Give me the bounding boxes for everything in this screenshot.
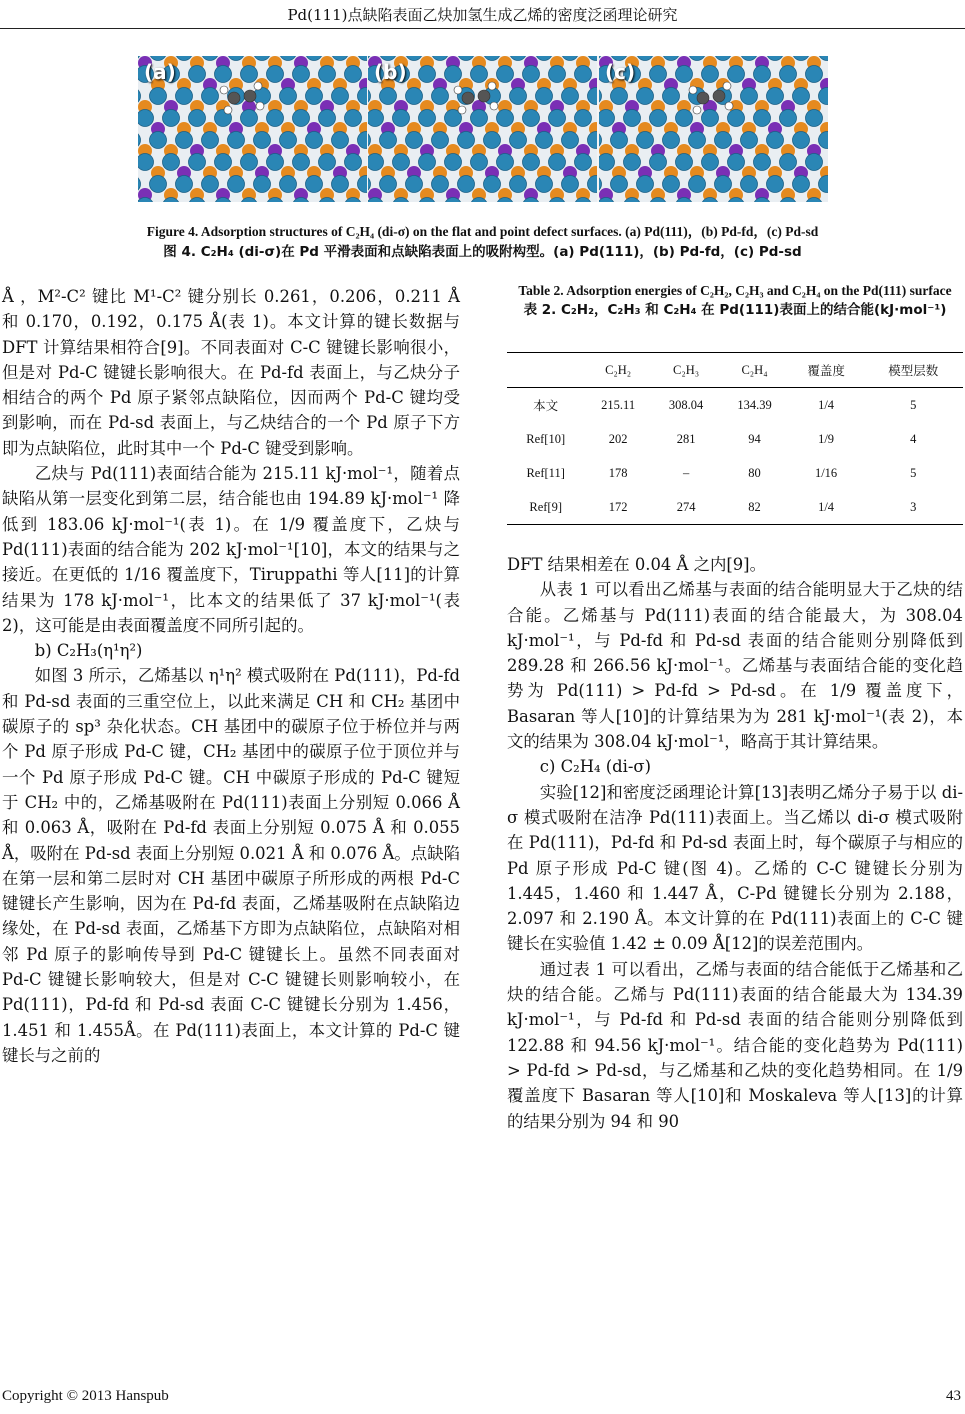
table-cell: 172 xyxy=(608,499,628,514)
table-cell: 1/4 xyxy=(818,499,835,514)
panel-label-a: (a) xyxy=(144,60,176,84)
table-cell: 1/9 xyxy=(818,431,835,446)
adsorbate-atom xyxy=(713,90,725,102)
pd-atom xyxy=(163,110,180,127)
pd-atom xyxy=(510,132,527,149)
pd-atom xyxy=(549,66,566,83)
running-header: Pd(111)点缺陷表面乙炔加氢生成乙烯的密度泛函理论研究 xyxy=(287,6,678,24)
left-paragraph-2: 乙炔与 Pd(111)表面结合能为 215.11 kJ·mol⁻¹，随着点缺陷从第一层变化到第二层，结合能也由 194.89 kJ·mol⁻¹ 降低到 183.06 kJ·mol⁻¹(表 1)。在 1/9 覆盖度下，乙炔与 Pd(111)表面的结合能为 202 kJ·mol⁻¹[10]，本文的结果与之接近。在更低的 1/16 覆盖度下，Tiruppathi 等人[11]的计算结果为 178 kJ·mol⁻¹，比本文的结果低了 37 kJ·mol⁻¹(表 2)，这可能是由表面覆盖度不同所引起的。 xyxy=(2,464,460,635)
adsorbate-atom xyxy=(228,92,240,104)
pd-atom xyxy=(445,66,462,83)
pd-atom xyxy=(780,110,797,127)
table-cell: 94 xyxy=(748,431,761,446)
left-paragraph-1: Å ，M²-C² 键比 M¹-C² 键分别长 0.261，0.206，0.211 Å 和 0.170，0.192，0.175 Å(表 1)。本文计算的键长数据与 DFT 计算结果相符合[9]。不同表面对 C-C 键键长影响很小，但是对 Pd-C 键键长影响很大。在 Pd-fd 表面上，与乙炔分子相结合的两个 Pd 原子紧邻点缺陷位，因而两个 Pd-C 键均受到影响，而在 Pd-sd 表面上，与乙炔结合的一个 Pd 原子下方即为点缺陷位，此时其中一个 Pd-C 键受到影响。 xyxy=(2,287,460,458)
table-cell: 82 xyxy=(748,499,761,514)
pd-atom xyxy=(510,176,527,193)
pd-atom xyxy=(215,154,232,171)
page-number: 43 xyxy=(946,1388,961,1404)
table-cell: 281 xyxy=(676,431,696,446)
pd-atom xyxy=(280,88,297,105)
table-caption-en: Table 2. Adsorption energies of C₂H₂, C₂H₃ and C₂H₄ on the Pd(111) surface xyxy=(518,283,952,298)
pd-atom xyxy=(458,176,475,193)
table-cell: Ref[10] xyxy=(526,431,566,446)
pd-atom xyxy=(599,110,615,127)
pd-atom xyxy=(793,88,810,105)
pd-atom xyxy=(650,110,667,127)
pd-atom xyxy=(202,176,219,193)
pd-atom xyxy=(611,88,628,105)
pd-atom xyxy=(176,132,193,149)
pd-atom xyxy=(319,154,336,171)
pd-atom xyxy=(254,132,271,149)
pd-atom xyxy=(150,88,167,105)
figure-4 xyxy=(138,56,828,202)
pd-atom xyxy=(306,176,323,193)
table-cell: 178 xyxy=(608,465,628,480)
pd-atom xyxy=(484,176,501,193)
pd-atom xyxy=(624,110,641,127)
pd-atom xyxy=(332,132,349,149)
table-2-caption-block xyxy=(507,282,963,319)
pd-atom xyxy=(754,66,771,83)
pd-atom xyxy=(702,110,719,127)
table-row xyxy=(507,456,963,490)
pd-atom xyxy=(562,132,579,149)
table-cell: 134.39 xyxy=(737,397,772,412)
table-cell: 本文 xyxy=(533,399,559,413)
header-rule xyxy=(0,28,965,29)
pd-atom xyxy=(241,66,258,83)
pd-atom xyxy=(202,132,219,149)
pd-atom xyxy=(599,154,615,171)
pd-atom xyxy=(176,88,193,105)
section-heading-b: b) C₂H₃(η¹η²) xyxy=(34,641,143,661)
pd-atom xyxy=(497,110,514,127)
pd-atom xyxy=(780,154,797,171)
pd-atom xyxy=(676,66,693,83)
pd-atom xyxy=(728,110,745,127)
figure-panel-b xyxy=(368,56,597,202)
table-header-row xyxy=(507,353,963,388)
adsorbate-atom xyxy=(689,86,697,94)
pd-atom xyxy=(715,176,732,193)
pd-atom xyxy=(319,66,336,83)
pd-atom xyxy=(536,176,553,193)
pd-atom xyxy=(189,154,206,171)
pd-atom xyxy=(575,154,592,171)
pd-atom xyxy=(345,66,362,83)
section-heading-c: c) C₂H₄ (di-σ) xyxy=(539,757,652,777)
pd-atom xyxy=(150,132,167,149)
pd-atom xyxy=(663,176,680,193)
table-2 xyxy=(507,352,963,525)
pd-atom xyxy=(523,66,540,83)
pd-atom xyxy=(138,110,154,127)
adsorbate-atom xyxy=(725,102,733,110)
table-cell: 308.04 xyxy=(668,397,704,412)
pd-atom xyxy=(176,176,193,193)
pd-atom xyxy=(549,154,566,171)
pd-atom xyxy=(728,154,745,171)
table-cell: 215.11 xyxy=(601,397,636,412)
pd-atom xyxy=(689,132,706,149)
pd-atom xyxy=(432,88,449,105)
table-cell: 3 xyxy=(910,499,917,514)
pd-atom xyxy=(332,176,349,193)
figure-caption-en: Figure 4. Adsorption structures of C₂H₄ (di-σ) on the flat and point defect surfaces. (a) Pd(111)，(b) Pd-fd，(c) Pd-sd xyxy=(146,224,819,239)
adsorbate-atom xyxy=(478,90,490,102)
pd-atom xyxy=(306,88,323,105)
pd-atom xyxy=(332,88,349,105)
table-header-cell: C₂H₂ xyxy=(605,362,632,377)
table-caption-cn: 表 2. C₂H₂，C₂H₃ 和 C₂H₄ 在 Pd(111)表面上的结合能(kJ·mol⁻¹) xyxy=(523,302,947,318)
pd-atom xyxy=(267,66,284,83)
pd-atom xyxy=(754,110,771,127)
table-cell: 1/16 xyxy=(814,465,838,480)
pd-atom xyxy=(293,66,310,83)
adsorbate-atom xyxy=(490,102,498,110)
adsorbate-atom xyxy=(488,82,496,90)
pd-atom xyxy=(715,132,732,149)
table-row xyxy=(507,422,963,456)
right-paragraph-3: 通过表 1 可以看出，乙烯与表面的结合能低于乙烯基和乙炔的结合能。乙烯与 Pd(111)表面的结合能最大为 134.39 kJ·mol⁻¹，与 Pd-fd 和 Pd-sd 表面的结合能则分别降低到 122.88 和 94.56 kJ·mol⁻¹。结合能的变化趋势为 Pd(111) > Pd-fd > Pd-sd，与乙烯基和乙炔的变化趋势相同。在 1/9 覆盖度下 Basaran 等人[10]和 Moskaleva 等人[13]的计算的结果分别为 94 和 90 xyxy=(507,959,963,1131)
pd-atom xyxy=(611,176,628,193)
pd-atom xyxy=(267,154,284,171)
pd-atom xyxy=(676,110,693,127)
pd-atom xyxy=(806,154,823,171)
pd-atom xyxy=(432,132,449,149)
pd-atom xyxy=(806,110,823,127)
table-cell: 1/4 xyxy=(818,397,835,412)
pd-atom xyxy=(702,154,719,171)
pd-atom xyxy=(471,110,488,127)
pd-atom xyxy=(611,132,628,149)
pd-atom xyxy=(741,132,758,149)
pd-atom xyxy=(150,176,167,193)
pd-atom xyxy=(523,154,540,171)
figure-panel-a xyxy=(138,56,367,202)
pd-atom xyxy=(419,66,436,83)
pd-atom xyxy=(484,132,501,149)
pd-atom xyxy=(497,66,514,83)
table-cell: Ref[11] xyxy=(526,465,565,480)
adsorbate-atom xyxy=(697,92,709,104)
pd-atom xyxy=(471,154,488,171)
adsorbate-atom xyxy=(454,86,462,94)
pd-atom xyxy=(728,66,745,83)
pd-atom xyxy=(406,132,423,149)
pd-atom xyxy=(228,132,245,149)
pd-atom xyxy=(663,132,680,149)
pd-atom xyxy=(637,176,654,193)
table-header-cell xyxy=(507,353,584,388)
pd-atom xyxy=(293,154,310,171)
pd-atom xyxy=(267,110,284,127)
table-header-cell: C₂H₃ xyxy=(673,362,700,377)
adsorbate-atom xyxy=(723,82,731,90)
left-paragraph-3: 如图 3 所示，乙烯基以 η¹η² 模式吸附在 Pd(111)，Pd-fd 和 Pd-sd 表面的三重空位上，以此来满足 CH 和 CH₂ 基团中碳原子的 sp³ 杂化状态。CH 基团中的碳原子位于桥位并与两个 Pd 原子形成 Pd-C 键，CH₂ 基团中的碳原子位于顶位并与一个 Pd 原子形成 Pd-C 键。CH 中碳原子形成的 Pd-C 键短于 CH₂ 中的，乙烯基吸附在 Pd(111)表面上分别短 0.066 Å 和 0.063 Å，吸附在 Pd-fd 表面上分别短 0.075 Å 和 0.055 Å，吸附在 Pd-sd 表面上分别短 0.021 Å 和 0.076 Å。点缺陷在第一层和第二层时对 CH 基团中碳原子所形成的两根 Pd-C 键键长产生影响，因为在 Pd-fd 表面，乙烯基吸附在点缺陷边缘处，在 Pd-sd 表面，乙烯基下方即为点缺陷位，点缺陷对相邻 Pd 原子的影响传导到 Pd-C 键键长上。虽然不同表面对 Pd-C 键键长影响较大，但是对 C-C 键键长则影响较小，在 Pd(111)，Pd-fd 和 Pd-sd 表面 C-C 键键长分别为 1.456，1.451 和 1.455Å。在 Pd(111)表面上，本文计算的 Pd-C 键键长与之前的 xyxy=(2,666,460,1065)
pd-atom xyxy=(575,110,592,127)
pd-atom xyxy=(380,88,397,105)
table-header-cell: 模型层数 xyxy=(888,364,939,378)
pd-atom xyxy=(419,110,436,127)
pd-atom xyxy=(741,176,758,193)
pd-atom xyxy=(189,110,206,127)
pd-atom xyxy=(406,88,423,105)
pd-atom xyxy=(406,176,423,193)
pd-atom xyxy=(306,132,323,149)
adsorbate-atom xyxy=(458,106,466,114)
pd-atom xyxy=(536,88,553,105)
adsorbate-atom xyxy=(220,86,228,94)
pd-atom xyxy=(280,132,297,149)
pd-atom xyxy=(138,154,154,171)
right-paragraph-1: 从表 1 可以看出乙烯基与表面的结合能明显大于乙炔的结合能。乙烯基与 Pd(111)表面的结合能最大，为 308.04 kJ·mol⁻¹，与 Pd-fd 和 Pd-sd 表面的结合能则分别降低到 289.28 和 266.56 kJ·mol⁻¹。乙烯基与表面结合能的变化趋势为 Pd(111) > Pd-fd > Pd-sd。在 1/9 覆盖度下，Basaran 等人[10]的计算结果为为 281 kJ·mol⁻¹(表 2)，本文的结果为 308.04 kJ·mol⁻¹，略高于其计算结果。 xyxy=(507,580,963,752)
pd-atom xyxy=(754,154,771,171)
pd-atom xyxy=(510,88,527,105)
pd-atom xyxy=(345,110,362,127)
pd-atom xyxy=(562,88,579,105)
adsorbate-atom xyxy=(462,92,474,104)
pd-atom xyxy=(549,110,566,127)
pd-atom xyxy=(445,154,462,171)
right-paragraph-0: DFT 结果相差在 0.04 Å 之内[9]。 xyxy=(507,555,766,574)
pd-atom xyxy=(624,154,641,171)
pd-atom xyxy=(432,176,449,193)
pd-atom xyxy=(663,88,680,105)
pd-atom xyxy=(637,88,654,105)
adsorbate-atom xyxy=(244,90,256,102)
pd-atom xyxy=(497,154,514,171)
panel-label-c: (c) xyxy=(605,60,636,84)
pd-atom xyxy=(793,132,810,149)
pd-atom xyxy=(189,66,206,83)
table-cell: 80 xyxy=(748,465,761,480)
pd-atom xyxy=(780,66,797,83)
pd-atom xyxy=(393,110,410,127)
pd-atom xyxy=(280,176,297,193)
pd-atom xyxy=(241,110,258,127)
pd-atom xyxy=(471,66,488,83)
table-cell: – xyxy=(682,465,690,480)
pd-atom xyxy=(741,88,758,105)
pd-atom xyxy=(806,66,823,83)
pd-atom xyxy=(319,110,336,127)
pd-atom xyxy=(575,66,592,83)
table-header-cell: 覆盖度 xyxy=(807,364,845,378)
table-cell: 4 xyxy=(910,431,917,446)
right-column xyxy=(507,552,963,1134)
table-row xyxy=(507,490,963,525)
adsorbate-atom xyxy=(224,106,232,114)
pd-atom xyxy=(650,66,667,83)
right-paragraph-2: 实验[12]和密度泛函理论计算[13]表明乙烯分子易于以 di-σ 模式吸附在洁净 Pd(111)表面上。当乙烯以 di-σ 模式吸附在 Pd(111)，Pd-fd 和 Pd-sd 表面上时，每个碳原子与相应的 Pd 原子形成 Pd-C 键(图 4)。乙烯的 C-C 键键长分别为 1.445，1.460 和 1.447 Å，C-Pd 键键长分别为 2.188，2.097 和 2.190 Å。本文计算的在 Pd(111)表面上的 C-C 键键长在实验值 1.42 ± 0.09 Å[12]的误差范围内。 xyxy=(507,782,963,954)
pd-atom xyxy=(368,110,384,127)
pd-atom xyxy=(254,176,271,193)
table-row xyxy=(507,388,963,423)
adsorbate-atom xyxy=(256,102,264,110)
table-cell: 5 xyxy=(910,397,917,412)
pd-atom xyxy=(536,132,553,149)
pd-atom xyxy=(650,154,667,171)
figure-caption-cn: 图 4. C₂H₄ (di-σ)在 Pd 平滑表面和点缺陷表面上的吸附构型。(a) Pd(111)，(b) Pd-fd，(c) Pd-sd xyxy=(163,244,802,260)
adsorbate-atom xyxy=(254,82,262,90)
pd-atom xyxy=(345,154,362,171)
pd-atom xyxy=(676,154,693,171)
pd-atom xyxy=(637,132,654,149)
pd-atom xyxy=(702,66,719,83)
panel-label-b: (b) xyxy=(374,60,407,84)
pd-atom xyxy=(380,176,397,193)
pd-atom xyxy=(458,132,475,149)
pd-atom xyxy=(767,132,784,149)
left-column xyxy=(2,284,460,1068)
pd-atom xyxy=(163,154,180,171)
pd-atom xyxy=(419,154,436,171)
table-cell: 202 xyxy=(608,431,628,446)
pd-atom xyxy=(523,110,540,127)
table-cell: Ref[9] xyxy=(529,499,562,514)
pd-atom xyxy=(241,154,258,171)
pd-atom xyxy=(202,88,219,105)
pd-atom xyxy=(380,132,397,149)
figure-panel-c xyxy=(599,56,828,202)
pd-atom xyxy=(689,176,706,193)
pd-atom xyxy=(793,176,810,193)
pd-atom xyxy=(215,66,232,83)
pd-atom xyxy=(562,176,579,193)
pd-atom xyxy=(393,154,410,171)
pd-atom xyxy=(767,176,784,193)
adsorbate-atom xyxy=(693,106,701,114)
table-cell: 274 xyxy=(676,499,696,514)
footer-copyright: Copyright © 2013 Hanspub xyxy=(2,1388,169,1404)
table-header-cell: C₂H₄ xyxy=(741,362,768,377)
table-cell: 5 xyxy=(910,465,917,480)
pd-atom xyxy=(228,176,245,193)
pd-atom xyxy=(368,154,384,171)
pd-atom xyxy=(293,110,310,127)
pd-atom xyxy=(767,88,784,105)
